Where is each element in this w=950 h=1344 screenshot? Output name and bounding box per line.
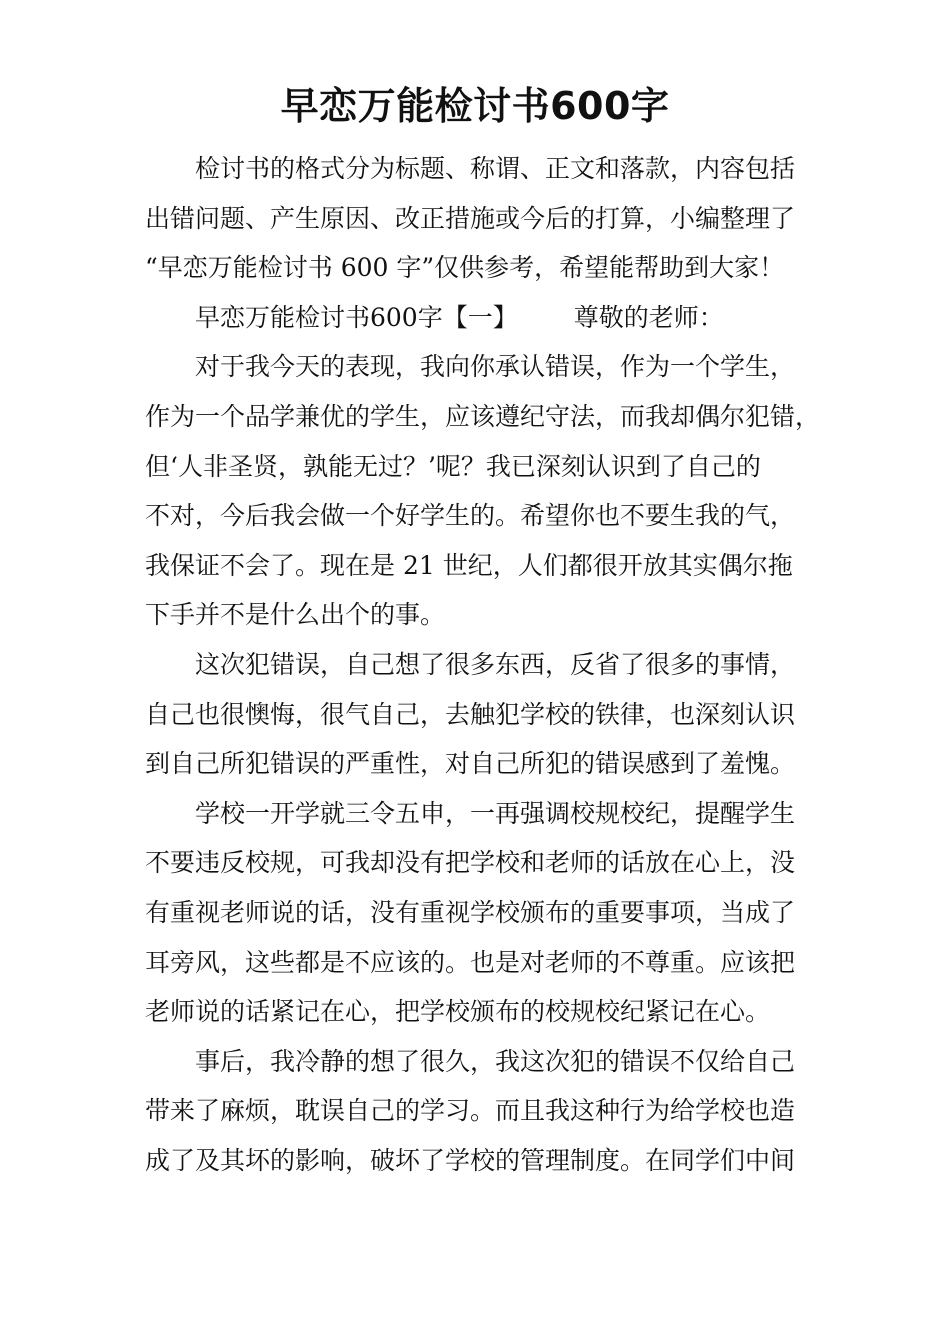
paragraph-line: 作为一个品学兼优的学生，应该遵纪守法，而我却偶尔犯错， <box>145 401 821 431</box>
paragraph-line: 对于我今天的表现，我向你承认错误，作为一个学生， <box>195 352 796 382</box>
document-title: 早恋万能检讨书600字 <box>280 84 670 128</box>
paragraph-line: 自己也很懊悔，很气自己，去触犯学校的铁律，也深刻认识 <box>145 699 796 729</box>
paragraph-line: 不对，今后我会做一个好学生的。希望你也不要生我的气， <box>145 501 796 531</box>
paragraph-line: 耳旁风，这些都是不应该的。也是对老师的不尊重。应该把 <box>145 947 796 977</box>
paragraph-line: 成了及其坏的影响，破坏了学校的管理制度。在同学们中间 <box>145 1145 796 1175</box>
section-heading: 早恋万能检讨书600字【一】 <box>195 302 518 332</box>
paragraph-line: 但‘人非圣贤，孰能无过？’呢？我已深刻认识到了自己的 <box>145 451 761 481</box>
paragraph-line: 这次犯错误，自己想了很多东西，反省了很多的事情， <box>195 649 796 679</box>
paragraph-line: 我保证不会了。现在是 21 世纪，人们都很开放其实偶尔拖 <box>145 550 793 580</box>
paragraph-line: 老师说的话紧记在心，把学校颁布的校规校纪紧记在心。 <box>145 997 771 1027</box>
paragraph-line: 不要违反校规，可我却没有把学校和老师的话放在心上，没 <box>145 848 796 878</box>
paragraph-line: 检讨书的格式分为标题、称谓、正文和落款，内容包括 <box>195 154 796 183</box>
paragraph-line: 学校一开学就三令五申，一再强调校规校纪，提醒学生 <box>195 798 796 828</box>
paragraph-line: 出错问题、产生原因、改正措施或今后的打算，小编整理了 <box>145 203 796 233</box>
paragraph-line: 有重视老师说的话，没有重视学校颁布的重要事项，当成了 <box>145 897 796 927</box>
paragraph-line: 下手并不是什么出个的事。 <box>145 600 446 630</box>
section-heading-line <box>145 293 810 343</box>
paragraph-line: “早恋万能检讨书 600 字”仅供参考，希望能帮助到大家！ <box>145 253 785 283</box>
paragraph-line: 带来了麻烦，耽误自己的学习。而且我这种行为给学校也造 <box>145 1096 796 1126</box>
paragraph-line: 事后，我冷静的想了很久，我这次犯的错误不仅给自己 <box>195 1046 796 1076</box>
document-body <box>145 144 821 1185</box>
paragraph-line: 到自己所犯错误的严重性，对自己所犯的错误感到了羞愧。 <box>145 749 796 779</box>
salutation: 尊敬的老师： <box>573 302 724 332</box>
